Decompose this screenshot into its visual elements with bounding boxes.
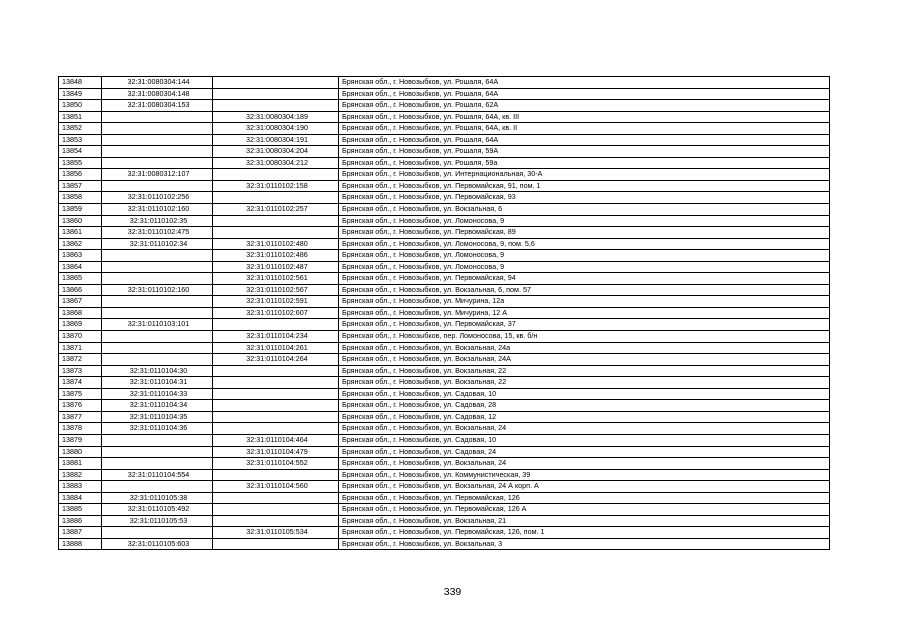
address-cell: Брянская обл., г. Новозыбков, ул. Ломоносова, 9 xyxy=(339,261,830,273)
row-number-cell: 13884 xyxy=(59,492,102,504)
object-cadastral-number-cell xyxy=(213,400,339,412)
cadastral-number-cell xyxy=(102,481,213,493)
table-row xyxy=(59,342,830,354)
row-number-cell: 13865 xyxy=(59,273,102,285)
object-cadastral-number-cell xyxy=(213,88,339,100)
cadastral-number-cell xyxy=(102,123,213,135)
table-row xyxy=(59,538,830,550)
address-cell: Брянская обл., г. Новозыбков, ул. Садовая, 12 xyxy=(339,411,830,423)
object-cadastral-number-cell: 32:31:0110104:560 xyxy=(213,481,339,493)
table-row xyxy=(59,481,830,493)
cadastral-number-cell: 32:31:0080304:144 xyxy=(102,77,213,89)
table-row xyxy=(59,192,830,204)
cadastral-number-cell: 32:31:0110102:160 xyxy=(102,204,213,216)
row-number-cell: 13879 xyxy=(59,434,102,446)
address-cell: Брянская обл., г. Новозыбков, ул. Вокзальная, 24 xyxy=(339,423,830,435)
table-row xyxy=(59,319,830,331)
table-row xyxy=(59,492,830,504)
address-cell: Брянская обл., г. Новозыбков, ул. Интернациональная, 30-А xyxy=(339,169,830,181)
row-number-cell: 13864 xyxy=(59,261,102,273)
row-number-cell: 13870 xyxy=(59,331,102,343)
cadastral-number-cell xyxy=(102,527,213,539)
object-cadastral-number-cell xyxy=(213,538,339,550)
address-cell: Брянская обл., г. Новозыбков, ул. Первомайская, 37 xyxy=(339,319,830,331)
table-row xyxy=(59,377,830,389)
address-cell: Брянская обл., г. Новозыбков, ул. Вокзальная, 24 xyxy=(339,458,830,470)
address-cell: Брянская обл., г. Новозыбков, ул. Вокзальная, 24А xyxy=(339,354,830,366)
address-cell: Брянская обл., г. Новозыбков, ул. Ломоносова, 9, пом. 5,6 xyxy=(339,238,830,250)
address-cell: Брянская обл., г. Новозыбков, ул. Вокзальная, 24а xyxy=(339,342,830,354)
address-cell: Брянская обл., г. Новозыбков, ул. Вокзальная, 6, пом. 57 xyxy=(339,284,830,296)
object-cadastral-number-cell: 32:31:0110104:464 xyxy=(213,434,339,446)
address-cell: Брянская обл., г. Новозыбков, ул. Первомайская, 91, пом. 1 xyxy=(339,180,830,192)
object-cadastral-number-cell xyxy=(213,77,339,89)
address-cell: Брянская обл., г. Новозыбков, ул. Рошаля, 62А xyxy=(339,100,830,112)
row-number-cell: 13848 xyxy=(59,77,102,89)
row-number-cell: 13875 xyxy=(59,388,102,400)
address-cell: Брянская обл., г. Новозыбков, ул. Вокзальная, 22 xyxy=(339,377,830,389)
address-cell: Брянская обл., г. Новозыбков, ул. Мичурина, 12 А xyxy=(339,307,830,319)
object-cadastral-number-cell: 32:31:0110104:552 xyxy=(213,458,339,470)
row-number-cell: 13859 xyxy=(59,204,102,216)
address-cell: Брянская обл., г. Новозыбков, ул. Первомайская, 126 xyxy=(339,492,830,504)
address-cell: Брянская обл., г. Новозыбков, ул. Рошаля, 64А, кв. III xyxy=(339,111,830,123)
object-cadastral-number-cell xyxy=(213,469,339,481)
row-number-cell: 13866 xyxy=(59,284,102,296)
row-number-cell: 13851 xyxy=(59,111,102,123)
object-cadastral-number-cell: 32:31:0110102:486 xyxy=(213,250,339,262)
registry-table-body xyxy=(59,77,830,550)
registry-table xyxy=(58,76,830,550)
cadastral-number-cell: 32:31:0080312:107 xyxy=(102,169,213,181)
row-number-cell: 13867 xyxy=(59,296,102,308)
object-cadastral-number-cell xyxy=(213,411,339,423)
row-number-cell: 13858 xyxy=(59,192,102,204)
row-number-cell: 13871 xyxy=(59,342,102,354)
object-cadastral-number-cell xyxy=(213,388,339,400)
object-cadastral-number-cell xyxy=(213,423,339,435)
cadastral-number-cell: 32:31:0110105:603 xyxy=(102,538,213,550)
object-cadastral-number-cell: 32:31:0110105:534 xyxy=(213,527,339,539)
address-cell: Брянская обл., г. Новозыбков, пер. Ломоносова, 15, кв. б/н xyxy=(339,331,830,343)
table-row xyxy=(59,411,830,423)
cadastral-number-cell: 32:31:0110104:33 xyxy=(102,388,213,400)
address-cell: Брянская обл., г. Новозыбков, ул. Рошаля, 59а xyxy=(339,157,830,169)
row-number-cell: 13886 xyxy=(59,515,102,527)
row-number-cell: 13862 xyxy=(59,238,102,250)
object-cadastral-number-cell xyxy=(213,100,339,112)
cadastral-number-cell: 32:31:0110102:34 xyxy=(102,238,213,250)
table-row xyxy=(59,100,830,112)
cadastral-number-cell: 32:31:0080304:153 xyxy=(102,100,213,112)
table-row xyxy=(59,111,830,123)
table-row xyxy=(59,434,830,446)
cadastral-number-cell xyxy=(102,434,213,446)
cadastral-number-cell: 32:31:0080304:148 xyxy=(102,88,213,100)
address-cell: Брянская обл., г. Новозыбков, ул. Мичурина, 12а xyxy=(339,296,830,308)
table-row xyxy=(59,388,830,400)
table-row xyxy=(59,157,830,169)
cadastral-number-cell: 32:31:0110102:475 xyxy=(102,227,213,239)
row-number-cell: 13863 xyxy=(59,250,102,262)
object-cadastral-number-cell: 32:31:0110104:264 xyxy=(213,354,339,366)
row-number-cell: 13880 xyxy=(59,446,102,458)
table-row xyxy=(59,446,830,458)
object-cadastral-number-cell: 32:31:0110102:591 xyxy=(213,296,339,308)
row-number-cell: 13850 xyxy=(59,100,102,112)
object-cadastral-number-cell xyxy=(213,192,339,204)
address-cell: Брянская обл., г. Новозыбков, ул. Рошаля, 59А xyxy=(339,146,830,158)
object-cadastral-number-cell xyxy=(213,169,339,181)
object-cadastral-number-cell: 32:31:0110102:257 xyxy=(213,204,339,216)
row-number-cell: 13855 xyxy=(59,157,102,169)
address-cell: Брянская обл., г. Новозыбков, ул. Садовая, 10 xyxy=(339,388,830,400)
table-row xyxy=(59,204,830,216)
cadastral-number-cell xyxy=(102,134,213,146)
row-number-cell: 13888 xyxy=(59,538,102,550)
table-row xyxy=(59,146,830,158)
table-row xyxy=(59,423,830,435)
cadastral-number-cell xyxy=(102,446,213,458)
cadastral-number-cell: 32:31:0110102:256 xyxy=(102,192,213,204)
row-number-cell: 13854 xyxy=(59,146,102,158)
table-row xyxy=(59,169,830,181)
table-row xyxy=(59,273,830,285)
table-row xyxy=(59,284,830,296)
table-row xyxy=(59,527,830,539)
address-cell: Брянская обл., г. Новозыбков, ул. Рошаля, 64А xyxy=(339,77,830,89)
table-row xyxy=(59,88,830,100)
object-cadastral-number-cell: 32:31:0080304:189 xyxy=(213,111,339,123)
address-cell: Брянская обл., г. Новозыбков, ул. Вокзальная, 24 А корп. А xyxy=(339,481,830,493)
object-cadastral-number-cell: 32:31:0110102:158 xyxy=(213,180,339,192)
row-number-cell: 13878 xyxy=(59,423,102,435)
table-row xyxy=(59,307,830,319)
address-cell: Брянская обл., г. Новозыбков, ул. Садовая, 28 xyxy=(339,400,830,412)
table-row xyxy=(59,238,830,250)
cadastral-number-cell xyxy=(102,342,213,354)
cadastral-number-cell: 32:31:0110104:554 xyxy=(102,469,213,481)
object-cadastral-number-cell: 32:31:0110104:234 xyxy=(213,331,339,343)
row-number-cell: 13849 xyxy=(59,88,102,100)
row-number-cell: 13885 xyxy=(59,504,102,516)
row-number-cell: 13876 xyxy=(59,400,102,412)
table-row xyxy=(59,227,830,239)
cadastral-number-cell xyxy=(102,180,213,192)
cadastral-number-cell xyxy=(102,307,213,319)
table-row xyxy=(59,469,830,481)
row-number-cell: 13856 xyxy=(59,169,102,181)
object-cadastral-number-cell: 32:31:0110102:561 xyxy=(213,273,339,285)
cadastral-number-cell: 32:31:0110104:35 xyxy=(102,411,213,423)
object-cadastral-number-cell: 32:31:0110102:567 xyxy=(213,284,339,296)
table-row xyxy=(59,354,830,366)
object-cadastral-number-cell: 32:31:0080304:204 xyxy=(213,146,339,158)
address-cell: Брянская обл., г. Новозыбков, ул. Вокзальная, 3 xyxy=(339,538,830,550)
object-cadastral-number-cell xyxy=(213,492,339,504)
cadastral-number-cell xyxy=(102,261,213,273)
row-number-cell: 13887 xyxy=(59,527,102,539)
object-cadastral-number-cell xyxy=(213,227,339,239)
row-number-cell: 13882 xyxy=(59,469,102,481)
address-cell: Брянская обл., г. Новозыбков, ул. Рошаля, 64А xyxy=(339,88,830,100)
object-cadastral-number-cell xyxy=(213,365,339,377)
object-cadastral-number-cell xyxy=(213,215,339,227)
address-cell: Брянская обл., г. Новозыбков, ул. Садовая, 10 xyxy=(339,434,830,446)
table-row xyxy=(59,515,830,527)
cadastral-number-cell xyxy=(102,157,213,169)
cadastral-number-cell xyxy=(102,354,213,366)
cadastral-number-cell: 32:31:0110104:30 xyxy=(102,365,213,377)
cadastral-number-cell: 32:31:0110105:38 xyxy=(102,492,213,504)
address-cell: Брянская обл., г. Новозыбков, ул. Рошаля, 64А, кв. II xyxy=(339,123,830,135)
cadastral-number-cell xyxy=(102,458,213,470)
address-cell: Брянская обл., г. Новозыбков, ул. Вокзальная, 21 xyxy=(339,515,830,527)
cadastral-number-cell xyxy=(102,273,213,285)
object-cadastral-number-cell: 32:31:0080304:212 xyxy=(213,157,339,169)
table-row xyxy=(59,331,830,343)
address-cell: Брянская обл., г. Новозыбков, ул. Первомайская, 126, пом. 1 xyxy=(339,527,830,539)
table-row xyxy=(59,123,830,135)
cadastral-number-cell: 32:31:0110105:492 xyxy=(102,504,213,516)
row-number-cell: 13883 xyxy=(59,481,102,493)
cadastral-number-cell: 32:31:0110102:35 xyxy=(102,215,213,227)
table-row xyxy=(59,77,830,89)
table-row xyxy=(59,215,830,227)
row-number-cell: 13852 xyxy=(59,123,102,135)
table-row xyxy=(59,458,830,470)
cadastral-number-cell: 32:31:0110102:160 xyxy=(102,284,213,296)
address-cell: Брянская обл., г. Новозыбков, ул. Ломоносова, 9 xyxy=(339,215,830,227)
row-number-cell: 13872 xyxy=(59,354,102,366)
address-cell: Брянская обл., г. Новозыбков, ул. Ломоносова, 9 xyxy=(339,250,830,262)
object-cadastral-number-cell xyxy=(213,515,339,527)
object-cadastral-number-cell: 32:31:0110102:607 xyxy=(213,307,339,319)
address-cell: Брянская обл., г. Новозыбков, ул. Коммунистическая, 39 xyxy=(339,469,830,481)
object-cadastral-number-cell xyxy=(213,319,339,331)
table-row xyxy=(59,250,830,262)
cadastral-number-cell xyxy=(102,250,213,262)
address-cell: Брянская обл., г. Новозыбков, ул. Первомайская, 126 А xyxy=(339,504,830,516)
cadastral-number-cell: 32:31:0110104:34 xyxy=(102,400,213,412)
cadastral-number-cell xyxy=(102,111,213,123)
address-cell: Брянская обл., г. Новозыбков, ул. Первомайская, 89 xyxy=(339,227,830,239)
address-cell: Брянская обл., г. Новозыбков, ул. Рошаля, 64А xyxy=(339,134,830,146)
cadastral-number-cell xyxy=(102,296,213,308)
row-number-cell: 13853 xyxy=(59,134,102,146)
table-row xyxy=(59,180,830,192)
cadastral-number-cell xyxy=(102,146,213,158)
cadastral-number-cell: 32:31:0110103:101 xyxy=(102,319,213,331)
object-cadastral-number-cell xyxy=(213,377,339,389)
row-number-cell: 13857 xyxy=(59,180,102,192)
address-cell: Брянская обл., г. Новозыбков, ул. Вокзальная, 6 xyxy=(339,204,830,216)
table-row xyxy=(59,134,830,146)
cadastral-number-cell: 32:31:0110105:53 xyxy=(102,515,213,527)
page-number: 339 xyxy=(443,586,462,598)
cadastral-number-cell: 32:31:0110104:36 xyxy=(102,423,213,435)
object-cadastral-number-cell xyxy=(213,504,339,516)
row-number-cell: 13881 xyxy=(59,458,102,470)
address-cell: Брянская обл., г. Новозыбков, ул. Первомайская, 94 xyxy=(339,273,830,285)
address-cell: Брянская обл., г. Новозыбков, ул. Садовая, 24 xyxy=(339,446,830,458)
address-cell: Брянская обл., г. Новозыбков, ул. Первомайская, 93 xyxy=(339,192,830,204)
row-number-cell: 13861 xyxy=(59,227,102,239)
row-number-cell: 13873 xyxy=(59,365,102,377)
row-number-cell: 13860 xyxy=(59,215,102,227)
object-cadastral-number-cell: 32:31:0080304:191 xyxy=(213,134,339,146)
cadastral-number-cell xyxy=(102,331,213,343)
table-row xyxy=(59,261,830,273)
object-cadastral-number-cell: 32:31:0080304:190 xyxy=(213,123,339,135)
address-cell: Брянская обл., г. Новозыбков, ул. Вокзальная, 22 xyxy=(339,365,830,377)
table-row xyxy=(59,400,830,412)
cadastral-number-cell: 32:31:0110104:31 xyxy=(102,377,213,389)
table-row xyxy=(59,504,830,516)
table-row xyxy=(59,296,830,308)
table-row xyxy=(59,365,830,377)
object-cadastral-number-cell: 32:31:0110102:480 xyxy=(213,238,339,250)
row-number-cell: 13877 xyxy=(59,411,102,423)
object-cadastral-number-cell: 32:31:0110102:487 xyxy=(213,261,339,273)
row-number-cell: 13874 xyxy=(59,377,102,389)
row-number-cell: 13869 xyxy=(59,319,102,331)
row-number-cell: 13868 xyxy=(59,307,102,319)
object-cadastral-number-cell: 32:31:0110104:261 xyxy=(213,342,339,354)
object-cadastral-number-cell: 32:31:0110104:479 xyxy=(213,446,339,458)
